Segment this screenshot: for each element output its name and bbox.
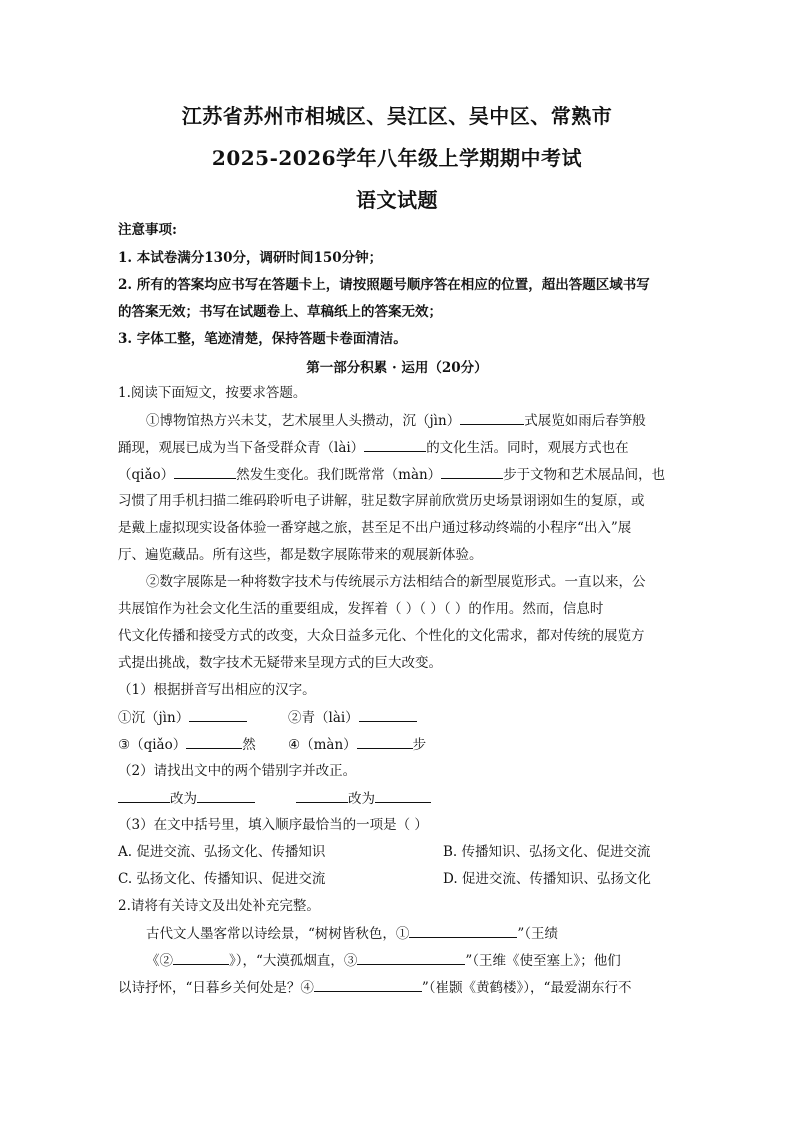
- notes-heading: 注意事项:: [118, 222, 177, 238]
- option-b[interactable]: B. 传播知识、弘扬文化、促进交流: [443, 844, 651, 860]
- answer-blank[interactable]: [296, 788, 348, 803]
- q1-paragraph1-line3: [118, 464, 665, 485]
- note-3: 3. 字体工整，笔迹清楚，保持答题卡卷面清洁。: [118, 331, 407, 347]
- q1-paragraph1-line2: [118, 437, 629, 458]
- answer-blank[interactable]: [186, 734, 242, 749]
- answer-blank[interactable]: [460, 410, 524, 425]
- q1-sub1-prompt: （1）根据拼音写出相应的汉字。: [118, 682, 316, 698]
- q1-sub3-prompt: （3）在文中括号里，填入顺序最恰当的一项是（ ）: [118, 817, 428, 833]
- note-2-cont: 的答案无效；书写在试题卷上、草稿纸上的答案无效；: [118, 304, 442, 320]
- q1-paragraph1-line5: 是戴上虚拟现实设备体验一番穿越之旅，甚至足不出户通过移动终端的小程序“出入”展: [118, 520, 632, 536]
- answer-blank[interactable]: [197, 788, 255, 803]
- text-segment: 改为: [348, 791, 375, 807]
- text-segment: 》），“大漠孤烟直，③: [229, 953, 358, 969]
- exam-title-term: 2025-2026学年八年级上学期期中考试: [211, 146, 583, 170]
- option-a[interactable]: A. 促进交流、弘扬文化、传播知识: [118, 844, 326, 860]
- answer-blank[interactable]: [441, 464, 503, 479]
- text-segment: 《②: [146, 953, 173, 969]
- q1-sub2-answer1: [118, 788, 255, 809]
- note-2: 2. 所有的答案均应书写在答题卡上，请按照题号顺序答在相应的位置，超出答题区域书写: [118, 277, 650, 293]
- answer-blank[interactable]: [364, 437, 426, 452]
- q2-line2: [146, 950, 621, 971]
- text-segment: 式展览如雨后春笋般: [524, 413, 646, 429]
- section-1-heading: 第一部分积累 · 运用（20分）: [306, 360, 488, 376]
- text-segment: 改为: [170, 791, 197, 807]
- answer-blank[interactable]: [359, 707, 417, 722]
- text-segment: ”（王维《使至塞上》；他们: [465, 953, 621, 969]
- note-1: 1. 本试卷满分130分，调研时间150分钟；: [118, 250, 383, 266]
- text-segment: 然发生变化。我们既常常（màn）: [236, 467, 442, 483]
- text-segment: （qiǎo）: [118, 467, 175, 483]
- q2-prompt: 2.请将有关诗文及出处补充完整。: [118, 898, 320, 914]
- text-segment: 的文化生活。同时，观展方式也在: [426, 440, 629, 456]
- text-segment: 步: [412, 737, 427, 753]
- answer-blank[interactable]: [173, 950, 229, 965]
- q1-sub1-item4: [288, 734, 426, 755]
- q1-paragraph1-line1: [146, 410, 646, 431]
- q2-line1: [146, 923, 558, 944]
- q1-sub1-item1: [118, 707, 247, 728]
- option-d[interactable]: D. 促进交流、传播知识、弘扬文化: [443, 871, 651, 887]
- answer-blank[interactable]: [357, 950, 465, 965]
- q1-paragraph2-line1: ②数字展陈是一种将数字技术与传统展示方法相结合的新型展览形式。一直以来，公: [146, 574, 646, 590]
- text-segment: ①沉（jìn）: [118, 710, 190, 726]
- q1-paragraph1-line6: 厅、遍览藏品。所有这些，都是数字展陈带来的观展新体验。: [118, 547, 483, 563]
- q1-paragraph2-line4: 式提出挑战，数字技术无疑带来呈现方式的巨大改变。: [118, 655, 442, 671]
- text-segment: 然: [242, 737, 256, 753]
- text-segment: ”（王绩: [517, 926, 559, 942]
- text-segment: 步于文物和艺术展品间，也: [503, 467, 666, 483]
- q2-line3: [118, 977, 631, 998]
- answer-blank[interactable]: [409, 923, 517, 938]
- text-segment: ③（qiǎo）: [118, 737, 187, 753]
- answer-blank[interactable]: [189, 707, 247, 722]
- q1-paragraph2-line3: 代文化传播和接受方式的改变，大众日益多元化、个性化的文化需求，都对传统的展览方: [118, 628, 645, 644]
- exam-title-subject: 语文试题: [356, 188, 438, 212]
- q1-sub1-item2: [288, 707, 417, 728]
- q1-sub2-answer2: [296, 788, 431, 809]
- answer-blank[interactable]: [118, 788, 170, 803]
- text-segment: ②青（lài）: [288, 710, 359, 726]
- answer-blank[interactable]: [314, 977, 422, 992]
- answer-blank[interactable]: [375, 788, 431, 803]
- q1-paragraph2-line2: 共展馆作为社会文化生活的重要组成，发挥着（ ）（ ）（ ）的作用。然而，信息时: [118, 601, 604, 617]
- answer-blank[interactable]: [357, 734, 413, 749]
- option-c[interactable]: C. 弘扬文化、传播知识、促进交流: [118, 871, 326, 887]
- q1-sub2-prompt: （2）请找出文中的两个错别字并改正。: [118, 763, 357, 779]
- text-segment: ”（崔颢《黄鹤楼》），“最爱湖东行不: [421, 980, 632, 996]
- exam-title-region: 江苏省苏州市相城区、吴江区、吴中区、常熟市: [181, 104, 613, 128]
- text-segment: 古代文人墨客常以诗绘景，“树树皆秋色，①: [146, 926, 410, 942]
- q1-paragraph1-line4: 习惯了用手机扫描二维码聆听电子讲解，驻足数字屏前欣赏历史场景诩诩如生的复原，或: [118, 493, 645, 509]
- q1-sub1-item3: [118, 734, 256, 755]
- text-segment: 以诗抒怀，“日暮乡关何处是？④: [118, 980, 314, 996]
- answer-blank[interactable]: [174, 464, 236, 479]
- text-segment: ④（màn）: [288, 737, 357, 753]
- text-segment: ①博物馆热方兴未艾，艺术展里人头攒动，沉（jìn）: [146, 413, 461, 429]
- text-segment: 踊现，观展已成为当下备受群众青（lài）: [118, 440, 365, 456]
- q1-prompt: 1.阅读下面短文，按要求答题。: [118, 385, 307, 401]
